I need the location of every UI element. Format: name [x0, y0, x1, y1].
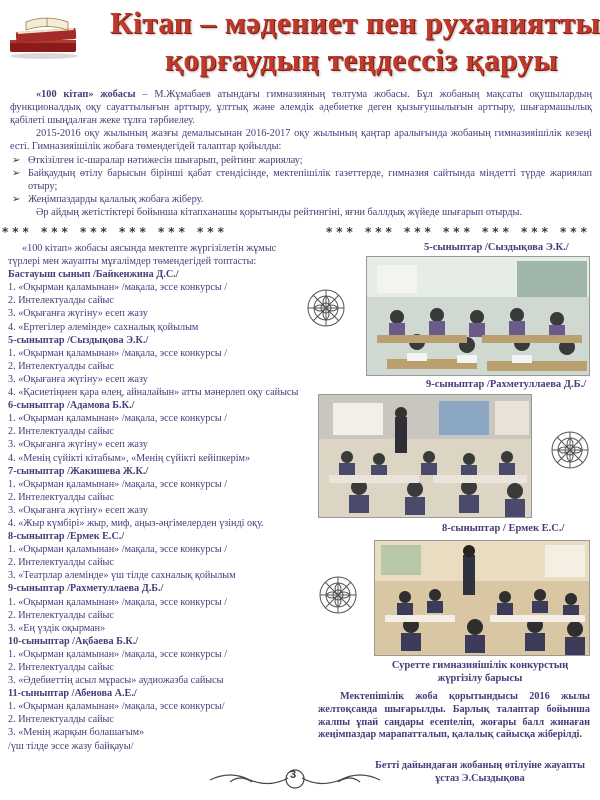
- class-group-heading: 8-сыныптар /Ермек Е.С./: [8, 531, 125, 543]
- activity-item: 3. «Оқығанға жүгіну» есеп жазу: [8, 504, 148, 516]
- activity-item: 3. «Ең үздік оқырман»: [8, 622, 106, 634]
- caption-photo-3: 8-сыныптар / Ермек Е.С./: [442, 523, 565, 534]
- stars-divider-right: *** *** *** *** *** *** ***: [326, 225, 591, 239]
- classroom-photo-2-image: [319, 395, 532, 518]
- page-number: 3: [290, 769, 297, 781]
- classroom-photo-2: [318, 394, 532, 518]
- activity-item: 3. «Театрлар әлемінде» үш тілде сахналық қойылым: [8, 570, 236, 582]
- list-item: [10, 193, 592, 206]
- activity-item: 2. Интелектуалды сайыс: [8, 426, 114, 438]
- class-group-heading: 11-сыныптар /Абенова А.Е./: [8, 688, 137, 700]
- activity-item: 2. Интелектуалды сайыс: [8, 714, 114, 726]
- activity-item: 3. «Менің жарқын болашағым»: [8, 727, 145, 739]
- activity-item: 2. Интелектуалды сайыс: [8, 609, 114, 621]
- list-item-text: Өткізілген іс-шаралар нәтижесін шығарып, рейтинг жариялау;: [28, 155, 303, 166]
- class-group-heading: 9-сыныптар /Рахметуллаева Д.Б./: [8, 583, 164, 595]
- caption-photo-2: 9-сыныптар /Рахметуллаева Д.Б./: [426, 379, 587, 390]
- page-title-line-2: қорғаудың теңдессіз қаруы: [165, 42, 559, 77]
- intro-paragraph-3: Әр айдың жетістіктері бойынша кітапханашы қорытынды рейтингіні, яғни баллдық жүйеде шығарып отырды.: [36, 207, 523, 218]
- activity-item: 4. «Ертегілер әлемінде» сахналық қойылым: [8, 321, 199, 333]
- list-item-text: Байқаудың өтілу барысын бірінші қабат стендісінде, мектепішілік газеттерде, гимназия сайтында міндетті түрде жариялап отыру;: [28, 168, 592, 192]
- classroom-photo-3: [374, 540, 590, 656]
- activity-item: 2. Интелектуалды сайыс: [8, 557, 114, 569]
- activity-item: 2. Интелектуалды сайыс: [8, 295, 114, 307]
- class-group-heading: 7-сыныптар /Жакишева Ж.К./: [8, 465, 149, 477]
- activity-item: 1. «Оқырман қаламынан» /мақала, эссе конкурсы /: [8, 544, 228, 556]
- activities-lead: «100 кітап» жобасы аясында мектепте жүргізілетін жұмыс түрлері мен жауапты мұғалімдер төмендегідей топтасты:: [8, 243, 277, 268]
- activity-item: 1. «Оқырман қаламынан» /мақала, эссе конкурсы /: [8, 282, 228, 294]
- intro-paragraph-1: [10, 88, 592, 127]
- activity-item: 1. «Оқырман қаламынан» /мақала, эссе конкурсы /: [8, 347, 228, 359]
- activities-column: [8, 242, 308, 753]
- activity-item: 2. Интелектуалды сайыс: [8, 662, 114, 673]
- intro-paragraph-2: 2015-2016 оқу жылының жазғы демалысынан 2016-2017 оқу жылының қаңтар аралығында жобаның гимназияішілік кезеңі есті. Гимназияішілік жобаға төмендегідей талаптар қойылды:: [10, 128, 592, 152]
- arrow-icon: ➢: [12, 194, 21, 205]
- activities-list: [8, 268, 308, 752]
- arrow-icon: ➢: [12, 155, 21, 166]
- activity-item: /үш тілде эссе жазу байқауы/: [8, 740, 134, 752]
- activity-item: 3. «Оқығанға жүгіну» есеп жазу: [8, 439, 148, 451]
- class-group-heading: 10-сыныптар /Ақбаева Б.К./: [8, 635, 139, 647]
- list-item-text: Жеңімпаздарды қалалық жобаға жіберу.: [28, 194, 204, 205]
- activity-item: 1. «Оқырман қаламынан» /мақала, эссе конкурсы/: [8, 701, 225, 713]
- author-credit: Бетті дайындаған жобаның өтілуіне жауапты ұстаз Э.Сыздықова: [375, 760, 585, 784]
- class-group-heading: 5-сыныптар /Сыздықова Э.К./: [8, 334, 149, 346]
- class-group-heading: Бастауыш сынып /Байкенжина Д.С./: [8, 269, 179, 281]
- closing-paragraph: Мектепішілік жоба қорытындысы 2016 жылы желтоқсанда шығарылды. Барлық талаптар бойынша жалпы ұпай саңдары есепteліп, жоғары балл жинаған жеңімпаздар марапатталып, қалалық сайысқа жіберілді.: [318, 691, 590, 741]
- rosette-ornament-icon: [318, 575, 358, 615]
- classroom-photo-3-image: [375, 541, 590, 656]
- books-icon: [6, 14, 84, 60]
- header: [0, 0, 600, 82]
- arrow-icon: ➢: [12, 168, 21, 179]
- caption-photo-4: Суретте гимназияішілік конкурстың жүргізілу барысы: [391, 660, 569, 684]
- project-name: «100 кітап» жобасы: [36, 89, 136, 100]
- class-group-heading: 6-сыныптар /Адамова Б.К./: [8, 400, 135, 412]
- activity-item: 2. Интелектуалды сайыс: [8, 360, 114, 372]
- caption-photo-1: 5-сыныптар /Сыздықова Э.К./: [424, 242, 569, 253]
- activity-item: 1. «Оқырман қаламынан» /мақала, эссе конкурсы /: [8, 413, 228, 425]
- stars-divider-left: *** *** *** *** *** ***: [2, 225, 228, 239]
- intro-text-1: – М.Жұмабаев атындағы гимназияның төлтума жобасы. Бұл жобаның мақсаты оқушылардың функционалдық оқу сауаттылығын арттыру, ұлттық және әлемдік әдебиетке деген қызығушылығын арттыру, шығармашылық қабілеті шыңдалған жеке тұлға тәрбиелеу.: [10, 89, 592, 126]
- activity-item: 3. «Оқығанға жүгіну» есеп жазу: [8, 373, 148, 385]
- requirements-list: [10, 154, 592, 206]
- list-item: [10, 154, 592, 167]
- activity-item: 4. «Жыр күмбірі» жыр, миф, аңыз-әңгімелерден үзінді оқу.: [8, 517, 264, 529]
- activity-item: 1. «Оқырман қаламынан» /мақала, эссе конкурсы /: [8, 478, 228, 490]
- activity-item: 4. «Қасиетіңнен қара өлең, айналайын» атты мәнерлеп оқу сайысы: [8, 387, 299, 399]
- list-item: [10, 167, 592, 193]
- activity-item: 1. «Оқырман қаламынан» /мақала, эссе конкурсы /: [8, 648, 228, 660]
- activity-item: 1. «Оқырман қаламынан» /мақала, эссе конкурсы /: [8, 596, 228, 608]
- rosette-ornament-icon: [306, 288, 346, 328]
- rosette-ornament-icon: [550, 430, 590, 470]
- activity-item: 3. «Әдебиеттің асыл мұрасы» аудиожазба сайысы: [8, 675, 224, 687]
- classroom-photo-1-image: [367, 257, 590, 376]
- activity-item: 4. «Менің сүйікті кітабым», «Менің сүйікті кейіпкерім»: [8, 452, 251, 464]
- activity-item: 3. «Оқығанға жүгіну» есеп жазу: [8, 308, 148, 320]
- page-title-line-1: Кітап – мәдениет пен руханиятты: [110, 5, 600, 40]
- classroom-photo-1: [366, 256, 590, 376]
- activity-item: 2. Интелектуалды сайыс: [8, 491, 114, 503]
- intro-section: [10, 88, 592, 219]
